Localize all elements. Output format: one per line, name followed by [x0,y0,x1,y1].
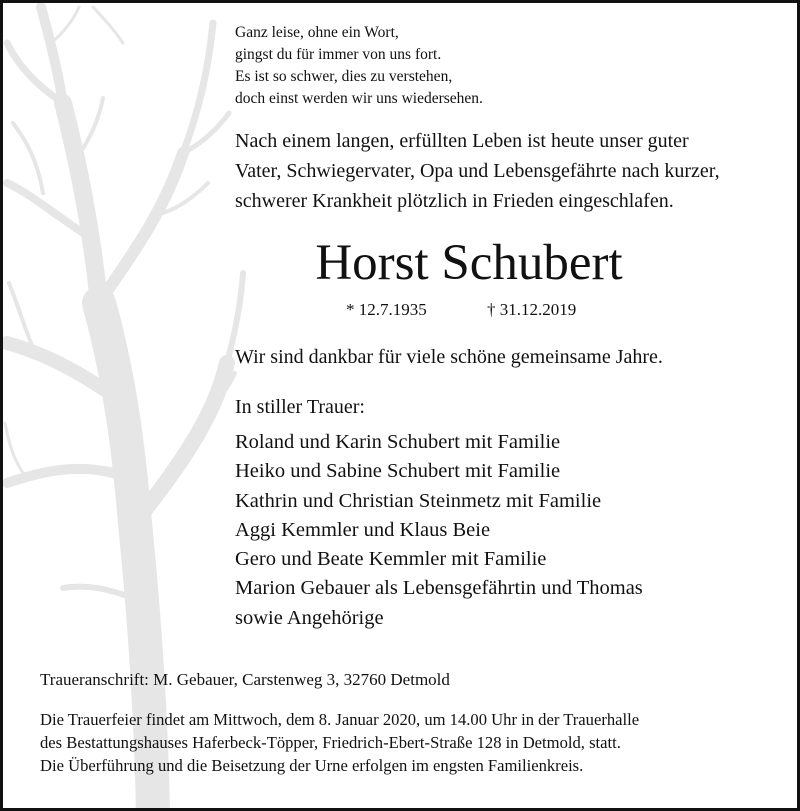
mourner-item: Heiko und Sabine Schubert mit Familie [235,460,561,483]
intro-line: Vater, Schwiegervater, Opa und Lebensgefährte nach kurzer, [235,160,720,182]
poem-line: doch einst werden wir uns wiedersehen. [235,90,483,107]
poem-line: Ganz leise, ohne ein Wort, [235,24,399,41]
ceremony-info [40,708,639,777]
mourner-item: Marion Gebauer als Lebensgefährtin und Thomas [235,577,643,600]
mourner-item: Kathrin und Christian Steinmetz mit Familie [235,489,602,512]
poem [235,22,483,110]
mourner-item: sowie Angehörige [235,606,384,629]
deceased-name: Horst Schubert [315,235,623,291]
death-date: † 31.12.2019 [487,300,577,319]
ceremony-line: Die Überführung und die Beisetzung der Urne erfolgen im engsten Familienkreis. [40,756,584,775]
mourner-item: Roland und Karin Schubert mit Familie [235,431,561,453]
ceremony-line: Die Trauerfeier findet am Mittwoch, dem 8. Januar 2020, um 14.00 Uhr in der Trauerhalle [40,710,640,729]
ceremony-line: des Bestattungshauses Haferbeck-Töpper, Friedrich-Ebert-Straße 128 in Detmold, statt. [40,733,621,752]
intro-text [235,126,720,216]
mourning-address: Traueranschrift: M. Gebauer, Carstenweg 3, 32760 Detmold [40,670,450,689]
mourner-item: Aggi Kemmler und Klaus Beie [235,518,491,541]
intro-line: Nach einem langen, erfüllten Leben ist heute unser guter [235,130,689,152]
poem-line: Es ist so schwer, dies zu verstehen, [235,68,453,85]
mourner-item: Gero und Beate Kemmler mit Familie [235,548,547,571]
intro-line: schwerer Krankheit plötzlich in Frieden eingeschlafen. [235,190,674,212]
mourners-list [235,428,643,633]
mourning-label: In stiller Trauer: [235,396,365,418]
poem-line: gingst du für immer von uns fort. [235,46,442,63]
birth-date: * 12.7.1935 [346,300,427,319]
gratitude-text: Wir sind dankbar für viele schöne gemeinsame Jahre. [235,346,663,368]
